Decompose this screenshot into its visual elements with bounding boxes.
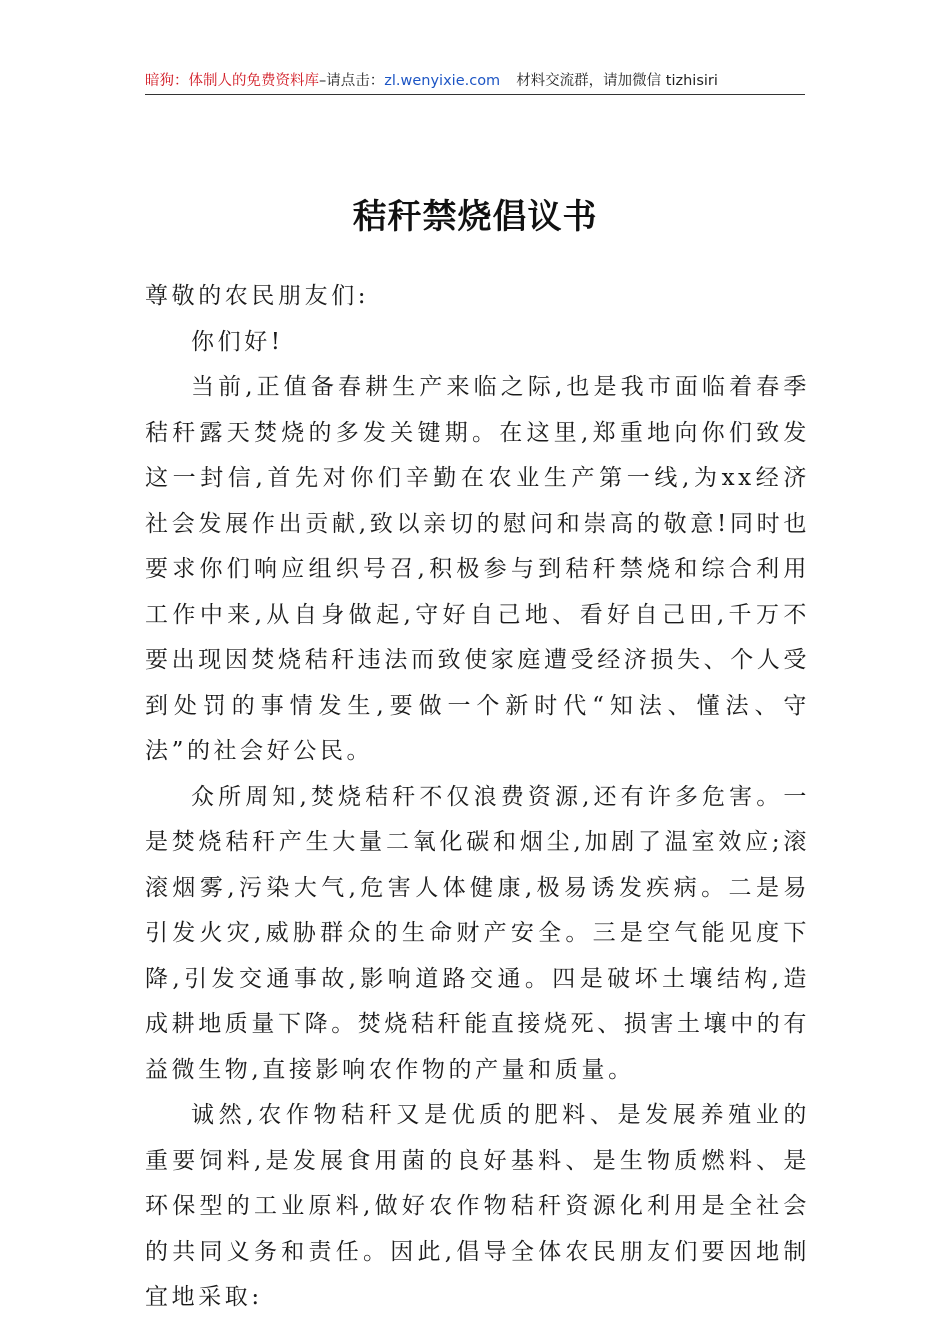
header-click-prompt: –请点击： [319,73,385,89]
header-divider [145,94,805,95]
document-title: 秸秆禁烧倡议书 [352,196,598,237]
header-url-link[interactable]: zl.wenyixie.com [384,73,501,89]
header-group-note: 材料交流群，请加微信 tizhisiri [516,73,718,89]
header-site-name: 暗狗：体制人的免费资料库 [145,73,319,89]
page-header [145,70,805,94]
salutation: 尊敬的农民朋友们: [145,283,370,309]
document-body [145,274,810,1321]
paragraph: 当前,正值备春耕生产来临之际,也是我市面临着春季秸秆露天焚烧的多发关键期。在这里,郑重地向你们致发这一封信,首先对你们辛勤在农业生产第一线,为xx经济社会发展作出贡献,致以亲切的慰问和崇高的敬意!同时也要求你们响应组织号召,积极参与到秸秆禁烧和综合利用工作中来,从自身做起,守好自己地、看好自己田,千万不要出现因焚烧秸秆违法而致使家庭遭受经济损失、个人受到处罚的事情发生,要做一个新时代“知法、懂法、守法”的社会好公民。 [145,374,810,764]
paragraph: 众所周知,焚烧秸秆不仅浪费资源,还有许多危害。一是焚烧秸秆产生大量二氧化碳和烟尘,加剧了温室效应;滚滚烟雾,污染大气,危害人体健康,极易诱发疾病。二是易引发火灾,威胁群众的生命财产安全。三是空气能见度下降,引发交通事故,影响道路交通。四是破坏土壤结构,造成耕地质量下降。焚烧秸秆能直接烧死、损害土壤中的有益微生物,直接影响农作物的产量和质量。 [145,783,810,1083]
paragraph: 诚然,农作物秸秆又是优质的肥料、是发展养殖业的重要饲料,是发展食用菌的良好基料、是生物质燃料、是环保型的工业原料,做好农作物秸秆资源化利用是全社会的共同义务和责任。因此,倡导全体农民朋友们要因地制宜地采取: [145,1102,810,1310]
greeting: 你们好! [191,328,284,355]
